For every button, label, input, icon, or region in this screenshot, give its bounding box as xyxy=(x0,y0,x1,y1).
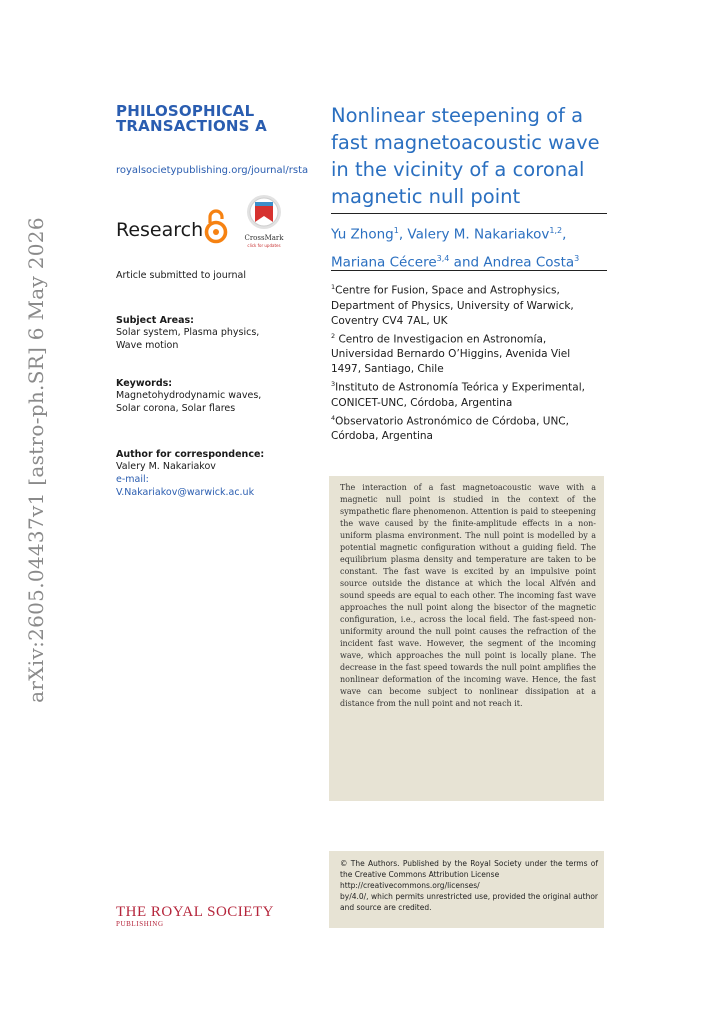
royal-society-logo: THE ROYAL SOCIETY xyxy=(116,904,274,920)
affiliation-line: Centro de Investigacion en Astronomía, xyxy=(335,333,547,345)
correspondence-heading: Author for correspondence: xyxy=(116,449,265,460)
open-access-lock-icon xyxy=(203,208,229,244)
title-rule xyxy=(331,213,607,214)
authors-rule xyxy=(331,270,607,271)
author-separator: , xyxy=(562,226,567,243)
author-list xyxy=(331,219,607,274)
keywords-heading: Keywords: xyxy=(116,378,173,389)
affiliation-line: Observatorio Astronómico de Córdoba, UNC, xyxy=(335,415,569,427)
journal-name-line1: PHILOSOPHICAL xyxy=(116,102,255,120)
author-separator: , xyxy=(398,226,404,243)
affiliation-item xyxy=(331,329,611,348)
journal-name xyxy=(116,104,316,134)
author-affiliation-sup: 1 xyxy=(393,226,399,235)
license-text: © The Authors. Published by the Royal Society under the terms of the Creative Commons Attribution License xyxy=(340,859,598,879)
affiliation-line: Córdoba, Argentina xyxy=(331,430,433,442)
affiliation-line: Universidad Bernardo O’Higgins, Avenida Viel xyxy=(331,348,571,360)
submission-note: Article submitted to journal xyxy=(116,270,246,281)
paper-title xyxy=(331,102,621,210)
author-name: Valery M. Nakariakov xyxy=(407,226,550,243)
subject-areas-section xyxy=(116,315,259,352)
royal-society-publishing: PUBLISHING xyxy=(116,920,164,928)
correspondence-section xyxy=(116,449,264,499)
keywords-line: Solar corona, Solar flares xyxy=(116,403,236,414)
article-type: Research xyxy=(116,219,204,241)
affiliation-line: 1497, Santiago, Chile xyxy=(331,363,444,375)
author-name: Mariana Cécere xyxy=(331,254,437,270)
title-line: Nonlinear steepening of a xyxy=(331,104,584,127)
journal-url-link[interactable]: royalsocietypublishing.org/journal/rsta xyxy=(116,165,309,176)
arxiv-stamp xyxy=(0,0,70,1019)
subject-areas-line: Wave motion xyxy=(116,340,179,351)
abstract-text: The interaction of a fast magnetoacoustic wave with a magnetic null point is studied in the context of the sympathetic flare phenomenon. Attention is paid to steepening the wave caused by the finite-amplitude effects in a non-uniform plasma environment. The null point is modelled by a potential magnetic configuration without a guiding field. The equilibrium plasma density and temperature are taken to be constant. The fast wave is excited by an impulsive point source outside the distance at which the local Alfvén and sound speeds are equal to each other. The incoming fast wave approaches the null point along the bisector of the magnetic configuration, i.e., across the local field. The fast-speed non-uniformity around the null point causes the refraction of the incident fast wave. However, the segment of the incoming wave, which approaches the null point is locally plane. The decrease in the fast speed towards the null point amplifies the nonlinear deformation of the incoming wave. Hence, the fast wave can become subject to nonlinear dissipation at a distance from the null point and not reach it. xyxy=(340,483,596,708)
crossmark-icon xyxy=(238,193,290,233)
title-line: fast magnetoacoustic wave xyxy=(331,131,600,154)
affiliation-line: Department of Physics, University of Warwick, xyxy=(331,299,574,312)
affiliation-line: Instituto de Astronomía Teórica y Experimental, xyxy=(335,381,585,394)
affiliations xyxy=(331,280,611,444)
keywords-line: Magnetohydrodynamic waves, xyxy=(116,390,262,401)
journal-name-line2: TRANSACTIONS A xyxy=(116,117,267,135)
author-affiliation-sup: 3 xyxy=(574,253,580,263)
author-conjunction: and xyxy=(453,254,480,270)
affiliation-item xyxy=(331,411,611,430)
keywords-section xyxy=(116,378,261,415)
subject-areas-line: Solar system, Plasma physics, xyxy=(116,327,260,338)
affiliation-sup: 1 xyxy=(331,283,336,291)
arxiv-identifier: arXiv:2605.04437v1 [astro-ph.SR] 6 May 2026 xyxy=(24,217,48,703)
affiliation-sup: 3 xyxy=(331,380,336,388)
affiliation-item xyxy=(331,280,611,299)
affiliation-line: Centre for Fusion, Space and Astrophysics, xyxy=(335,284,560,297)
affiliation-line: Coventry CV4 7AL, UK xyxy=(331,314,448,327)
license-notice xyxy=(340,858,598,913)
author-name: Yu Zhong xyxy=(331,226,394,243)
affiliation-sup: 4 xyxy=(331,413,336,422)
email-label: e-mail: xyxy=(116,474,149,485)
affiliation-line: CONICET-UNC, Córdoba, Argentina xyxy=(331,396,513,409)
correspondence-name: Valery M. Nakariakov xyxy=(116,461,216,472)
email-link[interactable]: V.Nakariakov@warwick.ac.uk xyxy=(116,487,255,498)
crossmark-sublabel: click for updates xyxy=(247,243,281,248)
title-line: in the vicinity of a coronal xyxy=(331,158,585,181)
author-affiliation-sup: 3,4 xyxy=(436,253,450,263)
author-affiliation-sup: 1,2 xyxy=(549,226,563,235)
affiliation-item xyxy=(331,377,611,396)
license-text: by/4.0/, which permits unrestricted use, provided the original author and source are credited. xyxy=(340,892,598,912)
subject-areas-heading: Subject Areas: xyxy=(116,315,194,326)
license-url-link[interactable]: http://creativecommons.org/licenses/ xyxy=(340,881,480,890)
title-line: magnetic null point xyxy=(331,185,521,208)
author-name: Andrea Costa xyxy=(483,254,575,270)
affiliation-sup: 2 xyxy=(331,331,336,340)
crossmark-label: CrossMark xyxy=(244,234,284,242)
